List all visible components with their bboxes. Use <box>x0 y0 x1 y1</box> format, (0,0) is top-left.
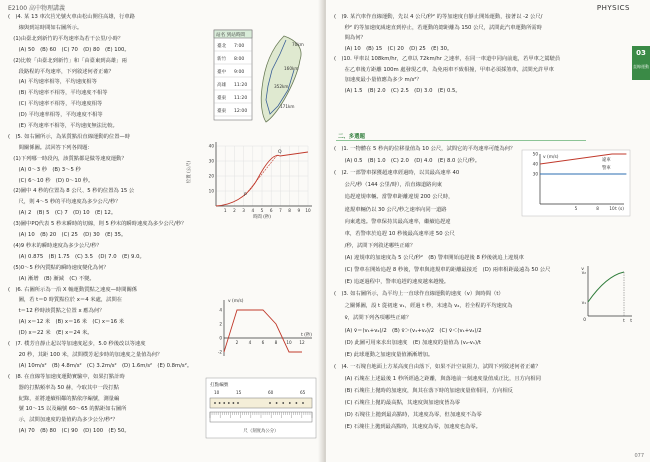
text-line: (D) 平均速率相等，平均速度不相等 <box>8 112 103 119</box>
v2-label: v₂ <box>581 271 586 276</box>
text-line: (A) 1.5 (B) 2.0 (C) 2.5 (D) 3.0 (E) 0.5。 <box>334 87 461 94</box>
text-line: (E) 追逐過程中，警車追趕的速度越來越慢。 <box>334 279 450 286</box>
text-line: (A) 2 (B) 5 (C) 7 (D) 10 (E) 12。 <box>8 210 117 217</box>
y-tick-label: 4 <box>219 307 222 313</box>
section-title: 二、多選題 <box>338 134 365 140</box>
text-line: (3)圖中PQ代表 5 秒末瞬時的切線，則 5 秒末的瞬時速度為多少公尺/秒？ <box>8 221 187 228</box>
text-line: (B) 平均速率不相等，平均速度不相等 <box>8 90 108 97</box>
page-number: 077 <box>634 453 644 459</box>
text-line: 在乙車後方距離 100m 處發現乙車，為免兩車不致相撞，甲車必須採煞車，試問允許甲車 <box>334 66 554 73</box>
y-tick-label: 50 <box>532 151 538 157</box>
text-line: 器的打點頻率為 50 赫，今取其中一段打點 <box>8 384 119 391</box>
x-tick-label: 12 <box>299 340 305 345</box>
text-line: (A) 0.875 (B) 1.75 (C) 3.5 (D) 7.0 (E) 9.0。 <box>8 253 145 260</box>
text-line: (D) 石塊往上拋到最高點時，其速度為零，但加速度不為零 <box>334 412 482 419</box>
v1-label: v₁ <box>581 301 586 306</box>
timetable-time: 11:20 <box>234 83 248 88</box>
chapter-tab-number: 03 <box>636 49 646 57</box>
text-line: ( )9. 某汽車作直線運動，先以 4 公尺/秒² 的等加速度自靜止開始運動，接著以 -2 公尺/ <box>334 14 543 20</box>
text-line: (A) 石塊在上述最後 1 秒所經過之距離，與落地前一刻速度量值成正比，且方向相同 <box>334 375 541 382</box>
text-line: (A) 違規車的加速度為 5 公尺/秒² (B) 警車開始追趕後 8 秒後就追上違規車 <box>334 254 524 261</box>
legend-violator: 違車 <box>602 158 611 163</box>
tape-dot <box>237 402 239 404</box>
ruler-caption: 尺（刻度為公分） <box>243 429 279 434</box>
text-line: t＝12 秒時該質點之位置 x 應為何？ <box>8 308 105 315</box>
velocity-time-graph-q6 <box>214 294 316 364</box>
x-tick-label: 8 <box>288 208 291 213</box>
text-line: 示，試問加速度的量值約為多少公分/秒²？ <box>8 417 118 424</box>
railway-map-figure <box>214 30 314 126</box>
text-line: (A) 10 (B) 15 (C) 20 (D) 25 (E) 30。 <box>334 45 453 52</box>
x-tick-label: 3 <box>242 208 245 213</box>
map-distance-label: 171km <box>280 104 295 109</box>
x-tick-label: 10 <box>609 206 615 211</box>
map-distance-label: 352km <box>274 84 289 89</box>
chapter-tab-text: 直線運動 <box>633 64 649 69</box>
text-line: (A) 70 (B) 80 (C) 90 (D) 100 (E) 50。 <box>8 428 130 435</box>
y-tick-label: 40 <box>208 143 214 149</box>
text-line: /秒，試問下列敘述哪些正確？ <box>334 242 416 249</box>
timetable-station: 新竹 <box>217 57 227 62</box>
text-line: ( )7. 樸芳自靜止起以等加速度起步，5.0 秒後改以等速度 <box>8 341 146 347</box>
text-line: (C) 警車在開始追趕 8 秒後，警車與違規車的距離最接近 (D) 兩車相距最遠為 50 公尺 <box>334 267 551 273</box>
text-line: (1)下列哪一時段內，該質點都是做等速度運動？ <box>8 155 127 162</box>
text-line: ( )1. 一物體在 5 秒內的位移量值為 10 公尺，試問它的平均速率可能為何？ <box>334 146 516 152</box>
text-line: ( )10. 甲車以 108km/hr，乙車以 72km/hr 之速率，在同一車道中同向前進，若甲車之駕駛員 <box>334 56 561 62</box>
text-line: v̄，試問下列各項哪些正確？ <box>334 315 412 322</box>
text-line: (A) 50 (B) 60 (C) 70 (D) 80 (E) 100。 <box>8 46 130 53</box>
tape-dot <box>219 402 221 404</box>
left-header: E2100 高中物理講義 <box>8 5 65 12</box>
x-axis-label: t (秒) <box>301 333 312 338</box>
text-line: (A) 0.5 (B) 1.0 (C) 2.0 (D) 4.0 (E) 8.0 公尺/秒。 <box>334 158 481 165</box>
text-line: ( )6. 右圖所示為一沿 X 軸運動質點之速度—時間關係 <box>8 286 138 293</box>
left-page <box>0 0 324 462</box>
text-line: (B) 石塊往上拋時的加速度，與其在落下時的加速度量值相同，方向相反 <box>334 388 513 394</box>
y-tick-label: 40 <box>532 161 538 167</box>
text-line: 間為何？ <box>334 35 366 41</box>
timetable-station: 臺中 <box>217 70 227 75</box>
tape-dot <box>296 402 298 404</box>
text-line: (2)比較「由臺北到新竹」和「由臺東到高雄」兩 <box>8 57 127 64</box>
timetable-time: 8:00 <box>234 57 245 62</box>
y-axis-label: v <box>581 267 584 272</box>
map-distance-label: 70km <box>292 42 304 47</box>
y-tick-label: 30 <box>532 171 538 177</box>
tape-dot <box>282 402 284 404</box>
timetable-time: 11:20 <box>234 96 248 101</box>
ticker-tape-figure <box>206 378 316 438</box>
x-axis-label: t <box>630 319 632 324</box>
velocity-curve-graph <box>576 262 636 326</box>
text-line: (A) 漸增 (B) 漸減 (C) 不變。 <box>8 275 95 282</box>
text-line: (A) 10m/s² (B) 4.8m/s² (C) 3.2m/s² (D) 1.6m/s² (E) 0.8m/s²。 <box>8 362 193 369</box>
x-tick-label: 2 <box>235 340 239 345</box>
text-line: 向東逃逸。警車保持其最高速率，繼續追趕違 <box>334 218 451 225</box>
x-tick-label: 4 <box>248 340 252 345</box>
tape-mark-label: 10 <box>214 390 220 395</box>
tape-mark-label: 15 <box>236 390 242 395</box>
timetable-station: 臺東 <box>217 96 227 101</box>
y-axis-label: v (m/s) <box>228 299 244 304</box>
text-line: (A) 10 (B) 20 (C) 25 (D) 30 (E) 35。 <box>8 232 127 238</box>
text-line: 線與到站時間如右圖所示。 <box>8 24 83 31</box>
text-line: 秒² 的等加速度減速直到停止，若運動的總距離為 150 公尺，試問此汽車運動所需時 <box>334 24 542 31</box>
tape-dot <box>233 402 235 404</box>
text-line: ( )5. 如右圖所示，為某質點沿直線運動的位置—時 <box>8 133 131 140</box>
velocity-line <box>224 310 302 352</box>
right-page <box>326 0 650 462</box>
text-line: (1)由臺北到新竹的平均速率為若干公里/小時？ <box>8 35 124 42</box>
tape-mark-label: 65 <box>300 390 306 395</box>
text-line: 間關係圖。試回答下列各問題： <box>8 144 93 151</box>
tape-dot <box>289 402 291 404</box>
chapter-tab <box>632 46 650 80</box>
text-line: (E) 平均速率不相等，平均速度無法比較。 <box>8 123 118 129</box>
text-line: ( )2. 一部警車探獲超速車經過時，以其最高速率 40 <box>334 170 460 177</box>
tape-mark-label: 60 <box>268 390 274 395</box>
y-axis-label: v (m/s) <box>543 155 559 160</box>
text-line: (C) 石塊往上拋的最高點，其速度與加速度皆為零 <box>334 400 461 407</box>
text-line: 紀錄，並將連續相鄰的點依序編號，測量編 <box>8 395 120 402</box>
x-tick-label: 7 <box>279 208 282 213</box>
y-axis-label: 位置 (公尺) <box>187 160 192 184</box>
tape-dot <box>223 402 225 404</box>
x-tick-label: 9 <box>297 208 301 213</box>
text-line: (5)0～5 秒內質點的瞬時速度變化為何？ <box>8 264 109 271</box>
text-line: (D) x＝22 米 (E) x＝24 米。 <box>8 330 93 337</box>
x-tick-label: 8 <box>274 340 278 345</box>
text-line: (A) 0～3 秒 (B) 3～5 秒 <box>8 166 81 173</box>
velocity-curve <box>588 272 624 302</box>
x-tick-label: 2 <box>233 208 236 213</box>
text-line: (E) 此球運動之加速度量值漸漸增加。 <box>334 351 434 358</box>
x-tick-label: 5 <box>260 208 264 213</box>
text-line: 加速度最小量值應為多少 m/s²？ <box>334 77 422 83</box>
x-tick-label: 6 <box>261 340 265 345</box>
x-tick-label: 6 <box>269 208 273 213</box>
timetable-title: 站名 到站時間 <box>216 33 246 38</box>
y-tick-label: -2 <box>217 349 222 355</box>
text-line: 公尺/秒（144 公里/時），沿直線道路向東 <box>334 182 443 189</box>
police-chase-graph <box>522 150 630 216</box>
text-line: (E) 石塊往上拋到最高點時，其速度為零，加速度也為零。 <box>334 424 481 431</box>
x-tick-label: 10 <box>286 340 292 345</box>
timetable-time: 9:00 <box>234 70 245 75</box>
text-line: 車，若警車於追趕 10 秒後最高速率達 50 公尺 <box>334 230 455 237</box>
text-line: ( )8. 在直線等加速度運動實驗中，如果打點計時 <box>8 373 125 380</box>
text-line: ( )4. 某 13 車次莒光號火車由松山開往高雄，行車路 <box>8 14 135 20</box>
section-header <box>336 132 586 141</box>
text-line: 圖，若 t＝0 時質點位於 x＝4 米處，試問在 <box>8 297 123 304</box>
text-line: (2)圖中 4 秒的位置為 8 公尺、5 秒的位置為 15 公 <box>8 188 135 195</box>
tape-dot <box>214 402 216 404</box>
text-line: 之關係圖，設 t 從初速 v₁，經過 t 秒，末速為 v₂，若全程的平均速度為 <box>334 303 513 310</box>
text-line: (D) 此圖可用來求出加速度 (E) 加速度的量值為 (v₂-v₁)/t <box>334 339 481 346</box>
timetable-time: 7:00 <box>234 44 245 49</box>
x-tick-label: 8 <box>596 206 599 211</box>
x-tick-label: 5 <box>574 206 578 211</box>
timetable-station: 臺東 <box>217 109 227 114</box>
text-line: (A) v̄＝(v₁+v₂)/2 (B) v̄＞(v₁+v₂)/2 (C) v̄＜(v₁+v₂)/2 <box>334 327 482 334</box>
position-time-graph <box>187 138 316 220</box>
y-tick-label: 20 <box>208 173 214 179</box>
text-line: 尺，則 4～5 秒的平均速度為多少公尺/秒？ <box>8 199 121 206</box>
taiwan-map-shape <box>261 36 301 122</box>
right-header: PHYSICS <box>596 4 630 12</box>
timetable-station: 高雄 <box>217 83 227 88</box>
tape-dot <box>276 402 278 404</box>
t-label: t <box>623 319 625 324</box>
tape-title: 打點編號 <box>210 383 229 388</box>
text-line: 違規車輛仍以 30 公尺/秒之速率向同一道路 <box>334 206 447 213</box>
timetable-time: 12:00 <box>234 109 248 114</box>
y-tick-label: 30 <box>208 158 214 164</box>
y-tick-label: 0 <box>219 335 222 341</box>
text-line: (A) 平均速率相等，平均速度相等 <box>8 79 97 86</box>
x-tick-label: 1 <box>223 208 227 213</box>
text-line: (A) x＝12 米 (B) x＝16 米 (C) x＝16 米 <box>8 319 125 326</box>
tape-dot <box>302 402 304 404</box>
text-line: (4)9 秒末的瞬時速度為多少公尺/秒？ <box>8 242 102 249</box>
point-p-label: P <box>244 193 247 198</box>
x-tick-label: 4 <box>251 208 255 213</box>
y-tick-label: 10 <box>208 188 214 194</box>
map-distance-label: 160km <box>284 66 299 71</box>
tape-dot <box>269 402 271 404</box>
text-line: ( )3. 如右圖所示，為平均上一直球作直線運動的速度（v）與時間（t） <box>334 291 504 298</box>
x-axis-label: t (s) <box>615 207 624 212</box>
y-tick-label: 2 <box>219 321 222 327</box>
x-axis-label: 時間 (秒) <box>253 215 271 220</box>
text-line: ( )4. 一石塊自地面上方某高度自由落下，如果不計空氣阻力，試問下列敘述何者正確？ <box>334 363 541 370</box>
text-line: 20 秒，其距 100 米，試問樸芳起步時的加速度之量值為何？ <box>8 351 163 358</box>
text-line: (C) 平均速率不相等，平均速度相等 <box>8 101 103 108</box>
point-q-label: Q <box>278 150 282 155</box>
timetable-station: 臺北 <box>217 44 227 49</box>
tape-dot <box>228 402 230 404</box>
text-line: (C) 6～10 秒 (D) 0～10 秒。 <box>8 177 94 184</box>
text-line: 追趕違規車輛。當警車距離違規 200 公尺時， <box>334 194 454 201</box>
origin-label: 0 <box>583 318 586 323</box>
text-line: 號 10～15 以及編號 60～65 的點距如右圖所 <box>8 406 127 413</box>
legend-police: 警車 <box>602 166 611 171</box>
text-line: 段路程的平均速率，下列敘述何者正確？ <box>8 68 114 75</box>
x-tick-label: 10 <box>305 208 311 213</box>
